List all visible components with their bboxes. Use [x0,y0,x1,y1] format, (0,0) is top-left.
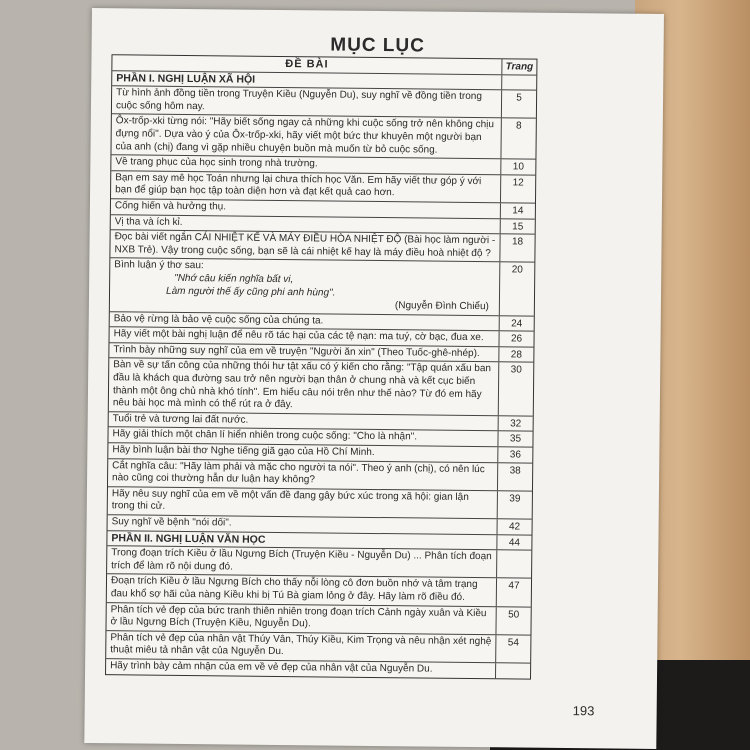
toc-entry-text: Trong đoạn trích Kiều ở lầu Ngưng Bích (Truyện Kiều - Nguyễn Du) ... Phân tích đoạn trích để làm rõ nội dung đó. [107,546,497,577]
toc-entry-text: Suy nghĩ về bệnh "nói dối". [108,515,498,534]
toc-page-number: 50 [508,608,520,621]
toc-entry-text: Phân tích vẻ đẹp của bức tranh thiên nhiên trong đoạn trích Cảnh ngày xuân và Kiều ở lầu Ngưng Bích (Truyện Kiều, Nguyễn Du). [106,603,496,634]
page-title: MỤC LỤC [330,34,426,57]
toc-entry-text: Hãy viết một bài nghị luận để nêu rõ tác hại của các tệ nạn: ma tuý, cờ bạc, đua xe. [110,327,500,346]
toc-page-number: 18 [511,236,524,248]
toc-page-number: 26 [510,333,523,345]
toc-page-number: 36 [509,449,521,461]
toc-page-number: 32 [510,418,522,430]
toc-page-number: 14 [512,205,524,217]
toc-row [107,575,531,608]
toc-table [105,54,537,679]
toc-entry-text: PHẦN II. NGHỊ LUẬN VĂN HỌC [107,531,497,550]
toc-entry-text: Từ hình ảnh đồng tiền trong Truyện Kiều (Nguyễn Du), suy nghĩ về đồng tiền trong cuộc sống hôm nay. [112,86,502,117]
toc-entry-text: Hãy nêu suy nghĩ của em về một vấn đề đang gây bức xúc trong xã hội: gian lận trong thi cử. [108,487,498,518]
topic-header: ĐỀ BÀI [112,55,502,74]
poem-author: (Nguyễn Đình Chiểu) [394,300,489,313]
toc-entry-text: PHẦN I. NGHỊ LUẬN XÃ HỘI [112,71,502,90]
toc-entry-text: Hãy bình luận bài thơ Nghe tiếng giã gạo của Hồ Chí Minh. [108,443,498,462]
page-header: Trang [505,61,534,73]
toc-row [107,546,531,579]
toc-page-number: 54 [507,637,519,649]
toc-page-number: 20 [511,264,523,276]
toc-entry-text: Hãy giải thích một chân lí hiển nhiên trong cuộc sống: "Cho là nhận". [108,428,498,447]
toc-page-number: 42 [508,521,521,533]
poem-line: Làm người thế ấy cũng phi anh hùng". [165,285,336,299]
toc-page-number: 8 [515,120,522,132]
toc-page-number: 24 [511,318,523,330]
toc-row [111,171,535,204]
toc-page-number: 12 [512,177,524,189]
poem-line: "Nhớ câu kiến nghĩa bất vi, [174,272,294,286]
toc-page-number: 30 [510,364,522,376]
toc-row [109,359,534,417]
toc-page-number: 5 [516,92,522,104]
toc-row [106,603,530,636]
page-number: 193 [572,703,595,719]
poem-intro: Bình luận ý thơ sau: [114,259,204,272]
toc-row [112,86,536,119]
toc-page-number: 35 [509,433,522,445]
toc-page-number [502,75,536,90]
toc-entry-text: Đọc bài viết ngắn CÁI NHIỆT KẾ VÀ MÁY ĐIỀU HÒA NHIỆT ĐỘ (Bài học làm người - NXB Trẻ). Vậy trong cuộc sống, bạn sẽ là cái nhiệt kế hay là máy điều hoà nhiệt độ ? [110,230,500,261]
toc-page-number: 39 [509,493,521,505]
toc-entry-text: Cống hiến và hưởng thụ. [111,199,501,218]
toc-page-number: 44 [508,536,521,549]
toc-entry-text: Bàn về sự tấn công của những thói hư tật xấu có ý kiến cho rằng: "Tập quán xấu ban đầu là khách qua đường sau trở nên người bạn thân ở chung nhà và kết cục biến thành một ông chủ nhà khó tính". Em hiểu câu nói trên như thế nào? Từ đó em hãy nêu bài học mà mình có thể rút ra ở đây. [109,359,500,415]
toc-entry-text: Phân tích vẻ đẹp của nhân vật Thúy Vân, Thúy Kiều, Kim Trọng và nêu nhận xét nghệ thuật miêu tả nhân vật của Nguyễn Du. [106,631,496,662]
toc-entry-text: Hãy trình bày cảm nhận của em về vẻ đẹp của nhân vật của Nguyễn Du. [106,659,496,678]
toc-row [108,487,532,520]
toc-row [110,259,535,317]
toc-entry-text [110,259,501,315]
toc-page-number: 15 [512,220,524,233]
toc-page-number: 10 [512,161,524,173]
toc-row [106,659,530,678]
book-page [84,8,664,749]
toc-page-number [496,663,530,678]
toc-page-number: 38 [509,465,521,477]
toc-page-number: 28 [510,349,523,361]
toc-entry-text: Bảo vệ rừng là bảo vệ cuộc sống của chúng ta. [110,312,500,331]
toc-page-number [497,550,531,578]
toc-row [106,631,530,664]
toc-page-number: 47 [508,580,520,592]
toc-entry-text: Vị tha và ích kỉ. [111,215,501,234]
toc-row [110,230,534,263]
toc-entry-text: Bạn em say mê học Toán nhưng lại chưa thích học Văn. Em hãy viết thư góp ý với bạn để giúp bạn học tập toàn diện hơn và đạt kết quả cao hơn. [111,171,501,202]
toc-row [108,459,532,492]
toc-entry-text: Ôx-trốp-xki từng nói: "Hãy biết sống ngay cả những khi cuộc sống trở nên không chịu đựng nổi". Dựa vào ý của Ôx-trốp-xki, hãy viết một bức thư khuyên một người bạn của anh (chị) đang vì gặp nhiều chuyện buồn mà muốn từ bỏ cuộc sống. [111,115,501,159]
toc-entry-text: Trình bày những suy nghĩ của em về truyện "Người ăn xin" (Theo Tuốc-ghê-nhép). [109,343,499,362]
toc-entry-text: Tuổi trẻ và tương lai đất nước. [109,412,499,431]
toc-row [111,115,535,160]
toc-entry-text: Về trang phục của học sinh trong nhà trường. [111,155,501,174]
toc-entry-text: Cắt nghĩa câu: "Hãy làm phải và mặc cho người ta nói". Theo ý anh (chị), có nên lúc nào cũng coi thường hẫn dư luận hay không? [108,459,498,490]
toc-entry-text: Đoạn trích Kiều ở lầu Ngưng Bích cho thấy nỗi lòng cô đơn buồn nhớ và tâm trạng đau khổ sợ hãi của nàng Kiều khi bị Tú Bà giam lỏng ở đây. Hãy làm rõ điều đó. [107,575,497,606]
